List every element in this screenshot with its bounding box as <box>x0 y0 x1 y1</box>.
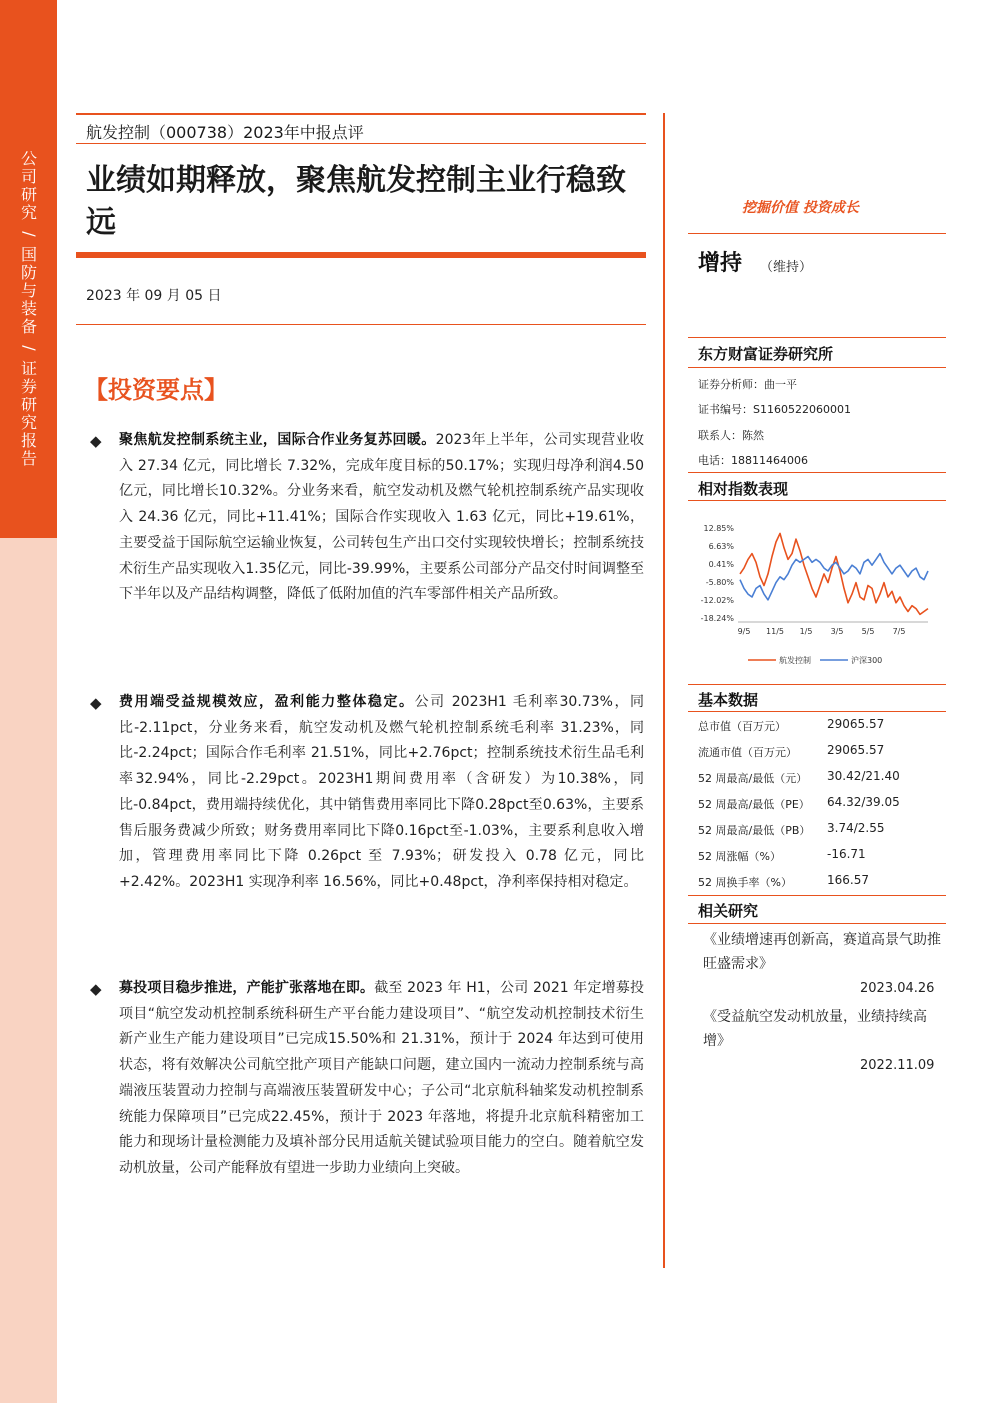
basic-data-value: 29065.57 <box>827 717 885 731</box>
x-tick-label: 5/5 <box>861 627 875 636</box>
header-rule <box>76 143 646 144</box>
point-body: 截至 2023 年 H1，公司 2021 年定增募投项目“航空发动机控制系统科研生产平台能力建设项目”、“航空发动机控制技术衍生新产业生产能力建设项目”已完成15.50%和 21.31%，预计于 2024 年达到可使用状态，将有效解决公司航空批产项目产能缺口问题，建立国内一流动力控制系统与高端液压装置动力控制与高端液压装置研发中心；子公司“北京航科轴桨发动机控制系统能力保障项目”已完成22.45%，预计于 2023 年落地，将提升北京航科精密加工能力和现场计量检测能力及填补部分民用适航关键试验项目能力的空白。随着航空发动机放量，公司产能释放有望进一步助力业绩向上突破。 <box>119 980 644 1176</box>
sidebar-label <box>18 150 40 468</box>
related-report-date: 2023.04.26 <box>860 981 935 996</box>
sidebar-char: 备 <box>20 317 37 336</box>
section-title: 【投资要点】 <box>84 376 228 404</box>
point-paragraph <box>119 976 644 1182</box>
y-tick-label: -12.02% <box>700 596 734 605</box>
sidebar-char: 防 <box>20 263 37 282</box>
basic-data-value: 64.32/39.05 <box>827 795 900 809</box>
x-tick-label: 11/5 <box>766 627 784 636</box>
basic-data-label: 52 周换手率（%） <box>698 876 792 889</box>
report-title: 业绩如期释放，聚焦航发控制主业行稳致远 <box>86 163 626 240</box>
slogan: 挖掘价值 投资成长 <box>742 200 859 216</box>
point-paragraph <box>119 428 644 608</box>
report-subtitle: 航发控制（000738）2023年中报点评 <box>86 123 364 142</box>
sidebar-char: 司 <box>20 167 37 186</box>
bullet-icon: ◆ <box>90 980 102 998</box>
related-report-title: 《受益航空发动机放量，业绩持续高增》 <box>703 1009 927 1049</box>
sidebar-char: 研 <box>20 185 37 204</box>
y-tick-label: 6.63% <box>708 542 734 551</box>
basic-data-label: 52 周最高/最低（PB） <box>698 824 811 837</box>
right-rule <box>688 923 946 924</box>
y-tick-label: -5.80% <box>705 578 734 587</box>
basic-data-value: -16.71 <box>827 847 866 861</box>
related-report-date: 2022.11.09 <box>860 1058 935 1073</box>
chart-title: 相对指数表现 <box>698 480 789 498</box>
header-rule <box>76 113 646 115</box>
basic-data-title: 基本数据 <box>698 691 759 709</box>
right-rule <box>688 367 946 368</box>
sidebar-band-light <box>0 538 57 1403</box>
right-rule <box>688 711 946 712</box>
sidebar-char: / <box>20 345 39 351</box>
contact: 联系人：陈然 <box>698 429 764 442</box>
sidebar-char: 究 <box>20 203 37 222</box>
sidebar-char: 证 <box>20 359 37 378</box>
right-rule <box>688 684 946 685</box>
sidebar-char: 装 <box>20 299 37 318</box>
basic-data-label: 52 周最高/最低（PE） <box>698 798 810 811</box>
column-divider <box>663 113 665 1268</box>
right-rule <box>688 233 946 234</box>
basic-data-value: 30.42/21.40 <box>827 769 900 783</box>
x-tick-label: 9/5 <box>737 627 751 636</box>
basic-data-label: 总市值（百万元） <box>698 720 786 733</box>
sidebar-char: 究 <box>20 413 37 432</box>
cert-number: 证书编号：S1160522060001 <box>698 403 851 416</box>
sidebar-char: 告 <box>20 449 37 468</box>
right-rule <box>688 472 946 473</box>
y-tick-label: 12.85% <box>703 524 734 533</box>
series-line <box>740 533 928 614</box>
x-tick-label: 7/5 <box>892 627 906 636</box>
point-body: 2023年上半年，公司实现营业收入 27.34 亿元，同比增长 7.32%，完成年度目标的50.17%；实现归母净利润4.50亿元，同比增长10.32%。分业务来看，航空发动机及燃气轮机控制系统产品实现收入 24.36 亿元，同比+11.41%；国际合作实现收入 1.63 亿元，同比+19.61%，主要受益于国际航空运输业恢复，公司转包生产出口交付实现较快增长；控制系统技术衍生产品实现收入1.35亿元，同比-39.99%，主要系公司部分产品交付时间调整至下半年以及产品结构调整，降低了低附加值的汽车零部件相关产品所致。 <box>119 432 644 603</box>
y-tick-label: 0.41% <box>708 560 734 569</box>
rating-sub: （维持） <box>760 260 813 275</box>
sidebar-char: 公 <box>20 149 37 168</box>
x-tick-label: 1/5 <box>799 627 813 636</box>
sidebar-char: / <box>20 231 39 237</box>
basic-data-label: 52 周涨幅（%） <box>698 850 781 863</box>
y-tick-label: -18.24% <box>700 614 734 623</box>
bullet-icon: ◆ <box>90 694 102 712</box>
sidebar-char: 券 <box>20 377 37 396</box>
right-rule <box>688 895 946 896</box>
point-lead: 聚焦航发控制系统主业，国际合作业务复苏回暖。 <box>119 432 436 448</box>
basic-data-label: 流通市值（百万元） <box>698 746 797 759</box>
point-lead: 募投项目稳步推进，产能扩张落地在即。 <box>119 980 375 996</box>
related-title: 相关研究 <box>698 902 759 920</box>
basic-data-value: 166.57 <box>827 873 869 887</box>
sidebar-char: 报 <box>20 431 37 450</box>
legend-label: 航发控制 <box>779 656 811 665</box>
point-lead: 费用端受益规模效应，盈利能力整体稳定。 <box>119 694 415 710</box>
right-rule <box>688 337 946 338</box>
sidebar-char: 国 <box>20 245 37 264</box>
related-report-title: 《业绩增速再创新高，赛道高景气助推旺盛需求》 <box>703 932 941 972</box>
legend-label: 沪深300 <box>851 656 883 665</box>
sidebar-char: 与 <box>20 281 37 300</box>
x-tick-label: 3/5 <box>830 627 844 636</box>
basic-data-value: 3.74/2.55 <box>827 821 885 835</box>
report-date: 2023 年 09 月 05 日 <box>86 288 222 304</box>
right-rule <box>688 500 946 501</box>
title-rule <box>76 252 646 258</box>
point-paragraph <box>119 690 644 896</box>
date-rule <box>76 324 646 325</box>
analyst: 证券分析师：曲一平 <box>698 378 797 391</box>
phone: 电话：18811464006 <box>698 454 808 467</box>
relative-index-chart <box>688 512 946 672</box>
point-body: 公司 2023H1 毛利率30.73%，同比-2.11pct，分业务来看，航空发动机及燃气轮机控制系统毛利率 31.23%，同比-2.24pct；国际合作毛利率 21.51%，同比+2.76pct；控制系统技术衍生品毛利率32.94%，同比-2.29pct。2023H1期间费用率（含研发）为10.38%，同比-0.84pct，费用端持续优化，其中销售费用率同比下降0.28pct至0.63%，主要系售后服务费减少所致；财务费用率同比下降0.16pct至-1.03%，主要系利息收入增加，管理费用率同比下降 0.26pct 至 7.93%；研发投入 0.78 亿元，同比+2.42%。2023H1 实现净利率 16.56%，同比+0.48pct，净利率保持相对稳定。 <box>119 694 644 890</box>
sidebar-char: 研 <box>20 395 37 414</box>
institution: 东方财富证券研究所 <box>698 345 834 363</box>
bullet-icon: ◆ <box>90 432 102 450</box>
basic-data-label: 52 周最高/最低（元） <box>698 772 808 785</box>
rating: 增持 <box>698 251 743 276</box>
basic-data-value: 29065.57 <box>827 743 885 757</box>
